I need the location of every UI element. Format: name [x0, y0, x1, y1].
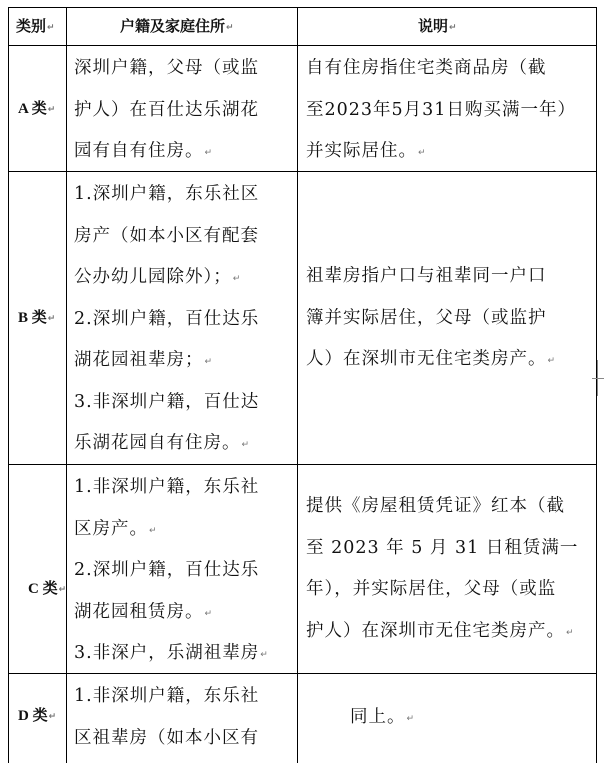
header-residence: 户籍及家庭住所↵ [120, 17, 234, 35]
text-line: 2.深圳户籍，百仕达乐 [74, 560, 260, 580]
text-line: 至 2023 年 5 月 31 日租赁满一 [306, 537, 579, 558]
residence-c [74, 467, 268, 675]
text-line: 至2023年5月31日购买满一年） [306, 99, 576, 120]
description-a [306, 48, 576, 173]
text-line: 3.非深户，乐湖祖辈房↵ [74, 643, 268, 663]
text-line: 房产（如本小区有配套 [74, 225, 259, 246]
column-divider-2 [297, 7, 298, 763]
text-line: 护人）在深圳市无住宅类房产。↵ [306, 620, 574, 641]
table-border-top [8, 7, 597, 8]
text-line: 人）在深圳市无住宅类房产。↵ [306, 349, 556, 369]
header-description: 说明↵ [418, 17, 457, 35]
category-a: A 类↵ [18, 101, 56, 117]
text-line: 1.非深圳户籍，东乐社 [74, 477, 260, 497]
category-d: D 类↵ [18, 708, 57, 724]
text-line: 祖辈房指户口与祖辈同一户口 [306, 266, 547, 286]
text-line: 3.非深圳户籍，百仕达 [74, 391, 260, 412]
description-b [306, 256, 555, 381]
header-category: 类别↵ [16, 17, 55, 35]
column-divider-1 [66, 7, 67, 763]
text-line: 1.深圳户籍，东乐社区 [74, 184, 260, 204]
text-line: 湖花园租赁房。↵ [74, 601, 213, 622]
text-line: 簿并实际居住，父母（或监护 [306, 307, 547, 328]
text-line: 深圳户籍，父母（或监 [74, 58, 259, 78]
text-line: 提供《房屋租赁凭证》红本（截 [306, 496, 565, 516]
text-line: 2.深圳户籍，百仕达乐 [74, 308, 260, 329]
text-line: 区房产。↵ [74, 518, 157, 539]
text-line: 1.非深圳户籍，东乐社 [74, 686, 260, 706]
text-line: 护人）在百仕达乐湖花 [74, 99, 259, 120]
category-c: C 类↵ [28, 581, 67, 597]
text-line: 乐湖花园自有住房。↵ [74, 433, 250, 453]
text-line: 公办幼儿园除外）；↵ [74, 267, 241, 287]
text-line: 年），并实际居住，父母（或监 [306, 579, 557, 599]
table-move-handle[interactable] [592, 360, 604, 396]
table-border-left [8, 7, 9, 763]
text-line: 园有自有住房。↵ [74, 141, 213, 161]
category-b: B 类↵ [18, 310, 56, 326]
residence-a [74, 48, 259, 173]
text-line: 区祖辈房（如本小区有 [74, 727, 259, 748]
description-c [306, 486, 578, 652]
text-line: 湖花园祖辈房；↵ [74, 350, 213, 370]
text-line: 并实际居住。↵ [306, 141, 426, 161]
residence-b [74, 174, 259, 465]
residence-d [74, 676, 259, 759]
text-line: 自有住房指住宅类商品房（截 [306, 58, 547, 78]
description-d [350, 697, 414, 739]
header-divider [8, 45, 597, 46]
text-line: 同上。↵ [350, 707, 415, 727]
